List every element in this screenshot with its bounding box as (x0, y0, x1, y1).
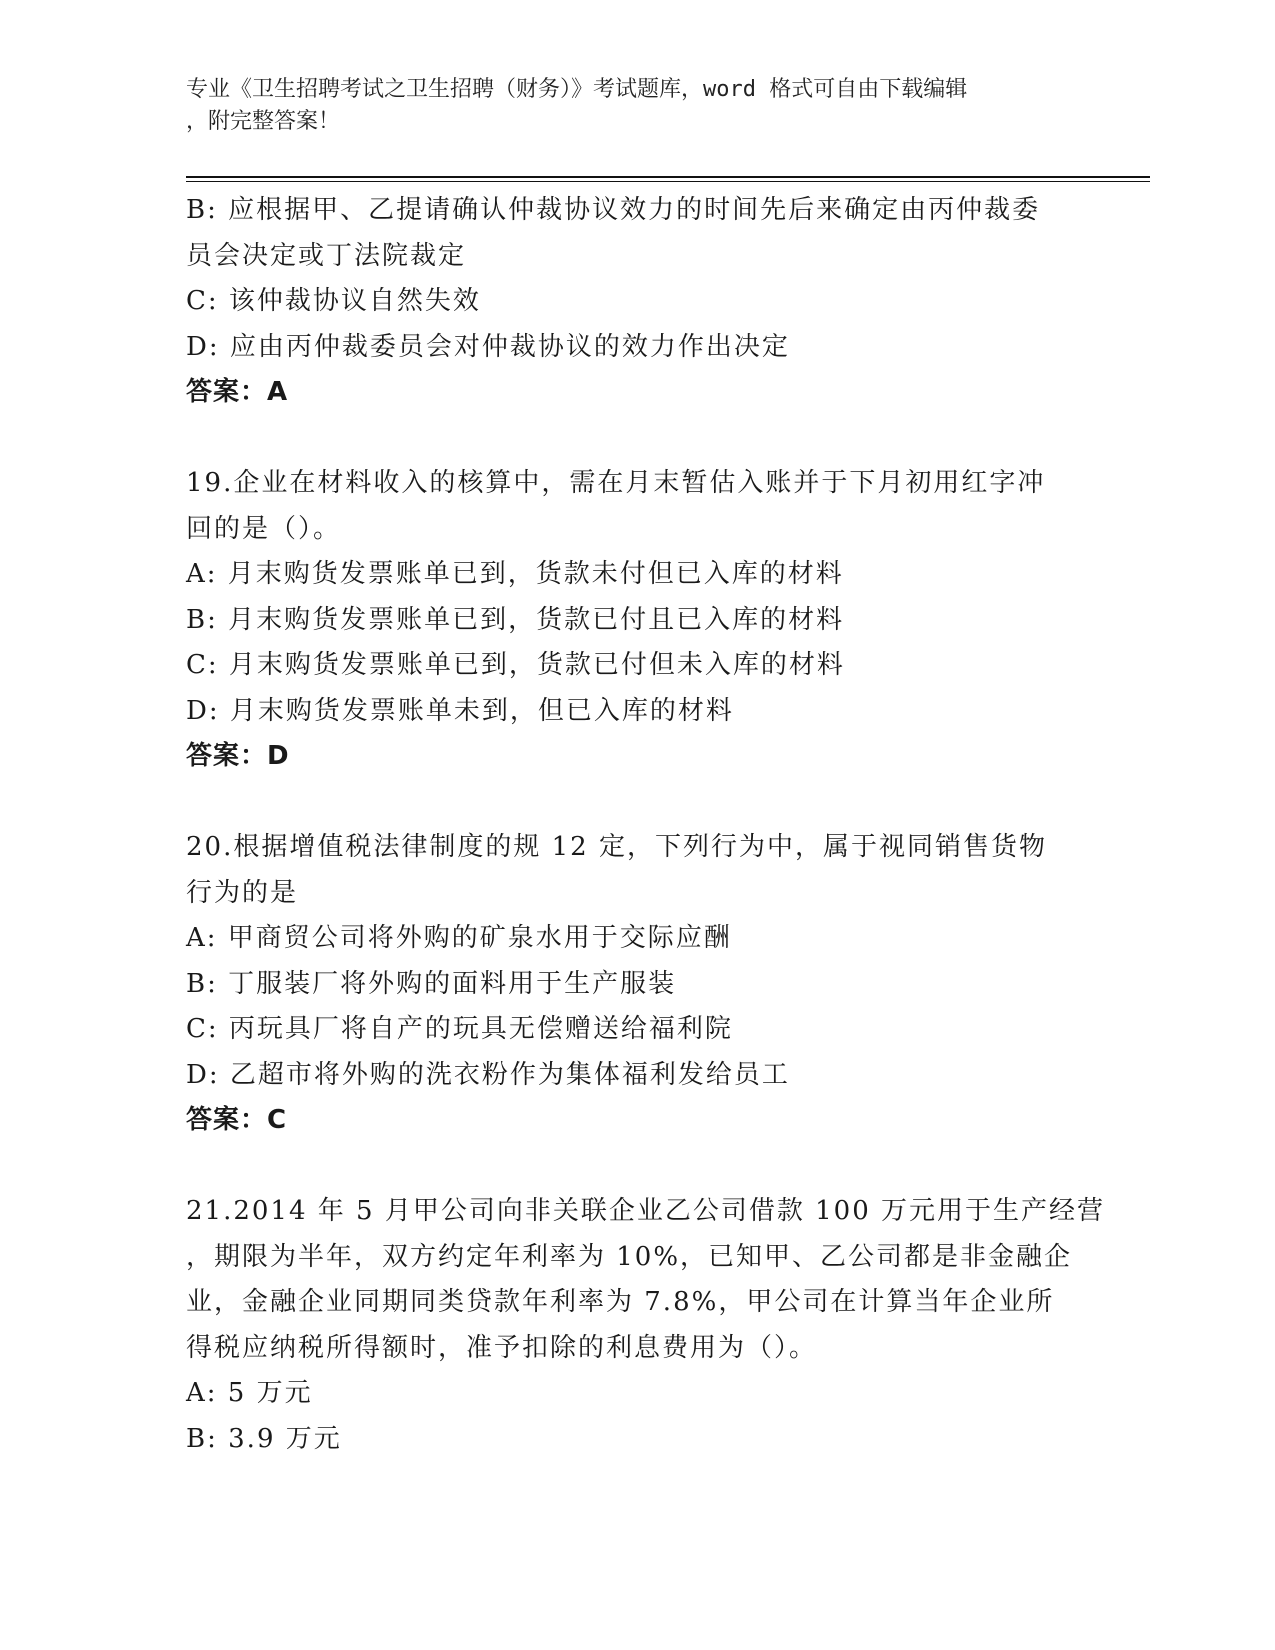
option-c: C: 月末购货发票账单已到，货款已付但未入库的材料 (186, 650, 845, 680)
question-content (186, 188, 1106, 1462)
spacer (186, 780, 1066, 826)
option-c: C: 该仲裁协议自然失效 (186, 286, 481, 316)
header-rule-thick (186, 176, 1150, 178)
page-header (186, 74, 1066, 138)
option-b: B: 丁服装厂将外购的面料用于生产服装 (186, 968, 677, 999)
option-c: C: 丙玩具厂将自产的玩具无偿赠送给福利院 (186, 1014, 733, 1044)
question-stem-line-3: 业，金融企业同期同类贷款年利率为 7.8%，甲公司在计算当年企业所 (186, 1287, 1055, 1317)
question-stem-line-2: ，期限为半年，双方约定年利率为 10%，已知甲、乙公司都是非金融企 (186, 1241, 1073, 1272)
option-a: A: 月末购货发票账单已到，货款未付但已入库的材料 (186, 559, 844, 589)
question-stem-line-1: 19.企业在材料收入的核算中，需在月末暂估入账并于下月初用红字冲 (186, 468, 1046, 498)
option-b: B: 月末购货发票账单已到，货款已付且已入库的材料 (186, 604, 845, 635)
option-b-line-2: 员会决定或丁法院裁定 (186, 240, 467, 271)
spacer (186, 1144, 1066, 1190)
question-19 (186, 461, 1066, 780)
option-d: D: 乙超市将外购的洗衣粉作为集体福利发给员工 (186, 1059, 790, 1090)
header-line-1: 专业《卫生招聘考试之卫生招聘（财务）》考试题库，word 格式可自由下载编辑 (186, 77, 968, 102)
option-d: D: 月末购货发票账单未到，但已入库的材料 (186, 695, 734, 726)
question-stem-line-1: 21.2014 年 5 月甲公司向非关联企业乙公司借款 100 万元用于生产经营 (186, 1196, 1106, 1226)
option-a: A: 5 万元 (186, 1378, 313, 1408)
answer-label: 答案：D (186, 741, 290, 771)
header-rule-thin (186, 181, 1150, 182)
question-21 (186, 1189, 1106, 1462)
question-stem-line-2: 行为的是 (186, 877, 299, 908)
question-stem-line-2: 回的是（）。 (186, 513, 342, 544)
question-18-continued (186, 188, 1066, 416)
question-20 (186, 825, 1066, 1144)
answer-label: 答案：A (186, 377, 289, 407)
answer-label: 答案：C (186, 1105, 288, 1135)
option-b: B: 3.9 万元 (186, 1423, 342, 1454)
spacer (186, 416, 1066, 462)
option-a: A: 甲商贸公司将外购的矿泉水用于交际应酬 (186, 923, 732, 953)
header-line-2: ，附完整答案！ (186, 109, 341, 134)
question-stem-line-1: 20.根据增值税法律制度的规 12 定，下列行为中，属于视同销售货物 (186, 832, 1047, 862)
option-b-line-1: B: 应根据甲、乙提请确认仲裁协议效力的时间先后来确定由丙仲裁委 (186, 195, 1041, 225)
question-stem-line-4: 得税应纳税所得额时，准予扣除的利息费用为（）。 (186, 1332, 818, 1363)
option-d: D: 应由丙仲裁委员会对仲裁协议的效力作出决定 (186, 331, 790, 362)
